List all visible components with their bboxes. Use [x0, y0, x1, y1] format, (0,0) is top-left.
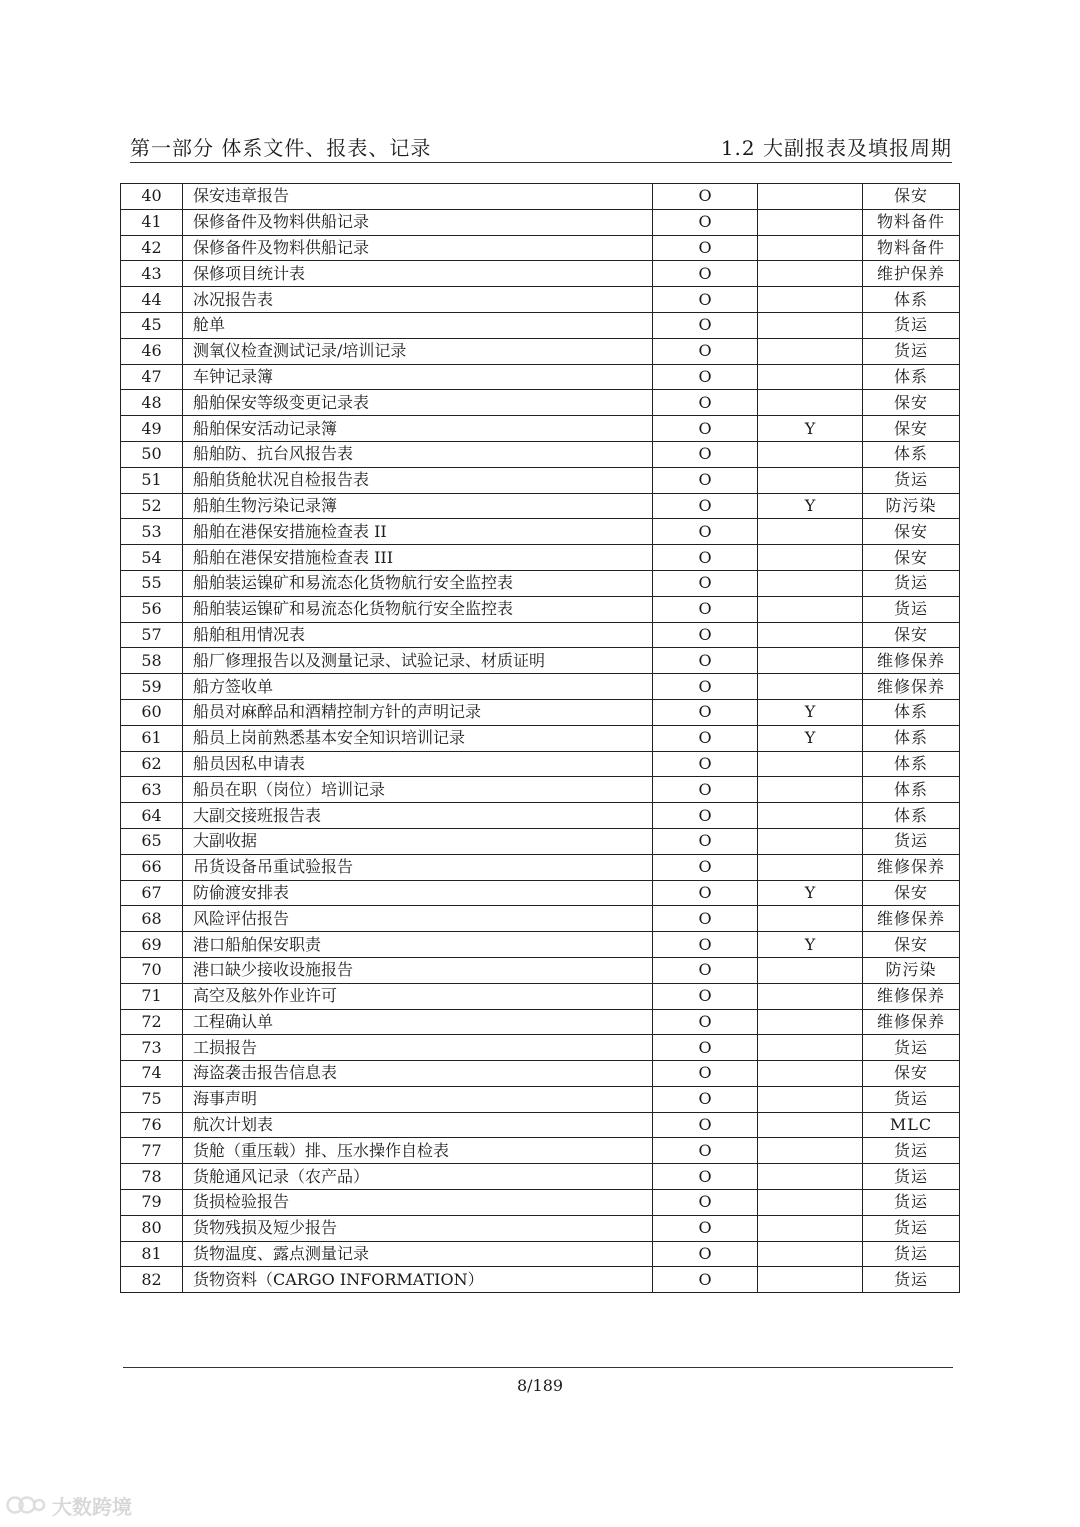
row-number: 57	[121, 622, 183, 648]
record-name: 舱单	[183, 312, 653, 338]
record-name: 港口船舶保安职责	[183, 932, 653, 958]
record-category: 体系	[863, 725, 960, 751]
o-mark: O	[653, 1215, 758, 1241]
row-number: 82	[121, 1267, 183, 1293]
row-number: 63	[121, 777, 183, 803]
record-name: 船舶保安等级变更记录表	[183, 390, 653, 416]
y-mark	[758, 570, 863, 596]
record-category: 体系	[863, 751, 960, 777]
table-row	[121, 648, 960, 674]
row-number: 67	[121, 880, 183, 906]
y-mark	[758, 1009, 863, 1035]
y-mark	[758, 235, 863, 261]
o-mark: O	[653, 441, 758, 467]
record-category: 保安	[863, 880, 960, 906]
table-row	[121, 1267, 960, 1293]
row-number: 54	[121, 545, 183, 571]
record-name: 测氧仪检查测试记录/培训记录	[183, 338, 653, 364]
row-number: 59	[121, 674, 183, 700]
y-mark	[758, 338, 863, 364]
o-mark: O	[653, 1112, 758, 1138]
row-number: 40	[121, 184, 183, 210]
footer-divider	[123, 1367, 953, 1368]
o-mark: O	[653, 906, 758, 932]
record-name: 船员因私申请表	[183, 751, 653, 777]
y-mark	[758, 622, 863, 648]
y-mark: Y	[758, 725, 863, 751]
y-mark	[758, 1267, 863, 1293]
row-number: 52	[121, 493, 183, 519]
y-mark	[758, 596, 863, 622]
o-mark: O	[653, 1190, 758, 1216]
table-row	[121, 751, 960, 777]
table-row	[121, 699, 960, 725]
record-name: 船员上岗前熟悉基本安全知识培训记录	[183, 725, 653, 751]
o-mark: O	[653, 648, 758, 674]
table-row	[121, 209, 960, 235]
o-mark: O	[653, 674, 758, 700]
record-category: 物料备件	[863, 235, 960, 261]
row-number: 68	[121, 906, 183, 932]
row-number: 48	[121, 390, 183, 416]
table-row	[121, 596, 960, 622]
record-category: 货运	[863, 596, 960, 622]
record-category: 防污染	[863, 957, 960, 983]
o-mark: O	[653, 467, 758, 493]
record-name: 吊货设备吊重试验报告	[183, 854, 653, 880]
o-mark: O	[653, 1086, 758, 1112]
table-row	[121, 725, 960, 751]
record-name: 船舶保安活动记录簿	[183, 416, 653, 442]
o-mark: O	[653, 416, 758, 442]
record-name: 工程确认单	[183, 1009, 653, 1035]
o-mark: O	[653, 596, 758, 622]
record-category: 货运	[863, 467, 960, 493]
record-name: 大副收据	[183, 828, 653, 854]
table-row	[121, 674, 960, 700]
y-mark	[758, 1112, 863, 1138]
record-name: 航次计划表	[183, 1112, 653, 1138]
record-category: 保安	[863, 1061, 960, 1087]
o-mark: O	[653, 545, 758, 571]
row-number: 42	[121, 235, 183, 261]
o-mark: O	[653, 209, 758, 235]
table-row	[121, 1138, 960, 1164]
o-mark: O	[653, 1267, 758, 1293]
y-mark	[758, 441, 863, 467]
record-category: 维修保养	[863, 854, 960, 880]
record-name: 货物温度、露点测量记录	[183, 1241, 653, 1267]
table-row	[121, 880, 960, 906]
y-mark	[758, 467, 863, 493]
record-category: 体系	[863, 441, 960, 467]
record-category: 保安	[863, 545, 960, 571]
o-mark: O	[653, 184, 758, 210]
record-category: 货运	[863, 338, 960, 364]
record-category: 保安	[863, 622, 960, 648]
watermark	[6, 1490, 132, 1520]
record-category: 货运	[863, 1164, 960, 1190]
o-mark: O	[653, 390, 758, 416]
record-name: 船厂修理报告以及测量记录、试验记录、材质证明	[183, 648, 653, 674]
y-mark	[758, 906, 863, 932]
y-mark	[758, 854, 863, 880]
row-number: 43	[121, 261, 183, 287]
y-mark	[758, 261, 863, 287]
o-mark: O	[653, 287, 758, 313]
record-category: 货运	[863, 570, 960, 596]
y-mark	[758, 545, 863, 571]
record-category: 体系	[863, 803, 960, 829]
o-mark: O	[653, 1241, 758, 1267]
o-mark: O	[653, 1138, 758, 1164]
record-category: 货运	[863, 828, 960, 854]
record-name: 船员在职（岗位）培训记录	[183, 777, 653, 803]
y-mark	[758, 674, 863, 700]
record-category: 保安	[863, 416, 960, 442]
watermark-logo-icon	[6, 1492, 46, 1518]
y-mark	[758, 287, 863, 313]
record-category: 货运	[863, 1190, 960, 1216]
table-row	[121, 235, 960, 261]
row-number: 62	[121, 751, 183, 777]
y-mark	[758, 751, 863, 777]
y-mark	[758, 519, 863, 545]
o-mark: O	[653, 932, 758, 958]
record-name: 船舶装运镍矿和易流态化货物航行安全监控表	[183, 596, 653, 622]
row-number: 76	[121, 1112, 183, 1138]
record-category: 货运	[863, 1241, 960, 1267]
record-category: 货运	[863, 1035, 960, 1061]
y-mark	[758, 983, 863, 1009]
y-mark	[758, 1190, 863, 1216]
record-name: 货舱通风记录（农产品）	[183, 1164, 653, 1190]
record-name: 车钟记录簿	[183, 364, 653, 390]
record-category: MLC	[863, 1112, 960, 1138]
table-row	[121, 312, 960, 338]
table-row	[121, 493, 960, 519]
records-table-body	[121, 184, 960, 1293]
record-name: 船舶租用情况表	[183, 622, 653, 648]
record-category: 货运	[863, 1215, 960, 1241]
table-row	[121, 622, 960, 648]
table-row	[121, 416, 960, 442]
y-mark	[758, 1164, 863, 1190]
row-number: 71	[121, 983, 183, 1009]
o-mark: O	[653, 803, 758, 829]
table-row	[121, 467, 960, 493]
row-number: 53	[121, 519, 183, 545]
records-table	[120, 183, 960, 1293]
row-number: 44	[121, 287, 183, 313]
record-category: 货运	[863, 1267, 960, 1293]
table-row	[121, 932, 960, 958]
row-number: 55	[121, 570, 183, 596]
record-category: 维修保养	[863, 674, 960, 700]
y-mark	[758, 777, 863, 803]
o-mark: O	[653, 777, 758, 803]
record-category: 货运	[863, 1138, 960, 1164]
table-row	[121, 803, 960, 829]
o-mark: O	[653, 828, 758, 854]
table-row	[121, 1086, 960, 1112]
row-number: 70	[121, 957, 183, 983]
y-mark	[758, 648, 863, 674]
table-row	[121, 1035, 960, 1061]
o-mark: O	[653, 235, 758, 261]
table-row	[121, 854, 960, 880]
page-number: 8/189	[516, 1376, 564, 1395]
record-name: 船舶装运镍矿和易流态化货物航行安全监控表	[183, 570, 653, 596]
table-row	[121, 906, 960, 932]
record-category: 维修保养	[863, 1009, 960, 1035]
row-number: 72	[121, 1009, 183, 1035]
record-category: 维修保养	[863, 648, 960, 674]
record-name: 货物资料（CARGO INFORMATION）	[183, 1267, 653, 1293]
o-mark: O	[653, 519, 758, 545]
record-name: 船方签收单	[183, 674, 653, 700]
row-number: 66	[121, 854, 183, 880]
record-category: 保安	[863, 519, 960, 545]
row-number: 60	[121, 699, 183, 725]
record-name: 船舶货舱状况自检报告表	[183, 467, 653, 493]
row-number: 77	[121, 1138, 183, 1164]
record-category: 保安	[863, 932, 960, 958]
o-mark: O	[653, 751, 758, 777]
row-number: 50	[121, 441, 183, 467]
row-number: 80	[121, 1215, 183, 1241]
record-category: 体系	[863, 777, 960, 803]
o-mark: O	[653, 493, 758, 519]
table-row	[121, 1112, 960, 1138]
record-category: 维修保养	[863, 906, 960, 932]
row-number: 46	[121, 338, 183, 364]
table-row	[121, 390, 960, 416]
row-number: 75	[121, 1086, 183, 1112]
record-category: 体系	[863, 699, 960, 725]
y-mark: Y	[758, 416, 863, 442]
record-name: 货损检验报告	[183, 1190, 653, 1216]
subsection-title: 1.2 大副报表及填报周期	[720, 136, 952, 160]
record-name: 港口缺少接收设施报告	[183, 957, 653, 983]
table-row	[121, 1164, 960, 1190]
y-mark: Y	[758, 880, 863, 906]
table-row	[121, 1215, 960, 1241]
row-number: 58	[121, 648, 183, 674]
table-row	[121, 1190, 960, 1216]
row-number: 47	[121, 364, 183, 390]
o-mark: O	[653, 338, 758, 364]
o-mark: O	[653, 699, 758, 725]
row-number: 65	[121, 828, 183, 854]
table-row	[121, 184, 960, 210]
y-mark: Y	[758, 493, 863, 519]
table-row	[121, 570, 960, 596]
y-mark	[758, 1138, 863, 1164]
o-mark: O	[653, 261, 758, 287]
y-mark	[758, 312, 863, 338]
record-category: 保安	[863, 184, 960, 210]
table-row	[121, 545, 960, 571]
y-mark	[758, 390, 863, 416]
watermark-text: 大数跨境	[52, 1494, 132, 1519]
record-name: 冰况报告表	[183, 287, 653, 313]
o-mark: O	[653, 854, 758, 880]
table-row	[121, 287, 960, 313]
y-mark	[758, 1086, 863, 1112]
row-number: 64	[121, 803, 183, 829]
y-mark: Y	[758, 932, 863, 958]
table-row	[121, 519, 960, 545]
record-name: 船舶在港保安措施检查表 III	[183, 545, 653, 571]
table-row	[121, 957, 960, 983]
table-row	[121, 1241, 960, 1267]
table-row	[121, 261, 960, 287]
record-category: 保安	[863, 390, 960, 416]
table-row	[121, 983, 960, 1009]
record-category: 物料备件	[863, 209, 960, 235]
record-category: 货运	[863, 312, 960, 338]
page-header	[130, 128, 952, 163]
o-mark: O	[653, 622, 758, 648]
y-mark	[758, 364, 863, 390]
row-number: 45	[121, 312, 183, 338]
record-name: 保修备件及物料供船记录	[183, 235, 653, 261]
o-mark: O	[653, 957, 758, 983]
row-number: 56	[121, 596, 183, 622]
record-name: 保修项目统计表	[183, 261, 653, 287]
row-number: 74	[121, 1061, 183, 1087]
record-category: 维护保养	[863, 261, 960, 287]
row-number: 79	[121, 1190, 183, 1216]
row-number: 73	[121, 1035, 183, 1061]
section-title: 第一部分 体系文件、报表、记录	[130, 136, 432, 160]
record-name: 船舶在港保安措施检查表 II	[183, 519, 653, 545]
row-number: 78	[121, 1164, 183, 1190]
record-name: 货舱（重压载）排、压水操作自检表	[183, 1138, 653, 1164]
y-mark: Y	[758, 699, 863, 725]
o-mark: O	[653, 312, 758, 338]
record-category: 货运	[863, 1086, 960, 1112]
row-number: 41	[121, 209, 183, 235]
y-mark	[758, 209, 863, 235]
record-name: 保安违章报告	[183, 184, 653, 210]
record-name: 船舶生物污染记录簿	[183, 493, 653, 519]
row-number: 49	[121, 416, 183, 442]
row-number: 81	[121, 1241, 183, 1267]
y-mark	[758, 1241, 863, 1267]
table-row	[121, 1009, 960, 1035]
y-mark	[758, 184, 863, 210]
y-mark	[758, 957, 863, 983]
record-name: 工损报告	[183, 1035, 653, 1061]
table-row	[121, 441, 960, 467]
record-name: 防偷渡安排表	[183, 880, 653, 906]
record-name: 货物残损及短少报告	[183, 1215, 653, 1241]
record-name: 大副交接班报告表	[183, 803, 653, 829]
record-name: 保修备件及物料供船记录	[183, 209, 653, 235]
record-name: 高空及舷外作业许可	[183, 983, 653, 1009]
record-category: 维修保养	[863, 983, 960, 1009]
y-mark	[758, 1035, 863, 1061]
o-mark: O	[653, 725, 758, 751]
record-name: 风险评估报告	[183, 906, 653, 932]
table-row	[121, 828, 960, 854]
record-category: 体系	[863, 287, 960, 313]
y-mark	[758, 1215, 863, 1241]
y-mark	[758, 828, 863, 854]
record-name: 船员对麻醉品和酒精控制方针的声明记录	[183, 699, 653, 725]
y-mark	[758, 803, 863, 829]
table-row	[121, 777, 960, 803]
row-number: 51	[121, 467, 183, 493]
record-name: 船舶防、抗台风报告表	[183, 441, 653, 467]
row-number: 61	[121, 725, 183, 751]
o-mark: O	[653, 1164, 758, 1190]
o-mark: O	[653, 1061, 758, 1087]
y-mark	[758, 1061, 863, 1087]
o-mark: O	[653, 364, 758, 390]
table-row	[121, 364, 960, 390]
o-mark: O	[653, 570, 758, 596]
row-number: 69	[121, 932, 183, 958]
o-mark: O	[653, 880, 758, 906]
record-name: 海盗袭击报告信息表	[183, 1061, 653, 1087]
record-category: 体系	[863, 364, 960, 390]
o-mark: O	[653, 983, 758, 1009]
record-category: 防污染	[863, 493, 960, 519]
o-mark: O	[653, 1009, 758, 1035]
table-row	[121, 338, 960, 364]
table-row	[121, 1061, 960, 1087]
record-name: 海事声明	[183, 1086, 653, 1112]
o-mark: O	[653, 1035, 758, 1061]
